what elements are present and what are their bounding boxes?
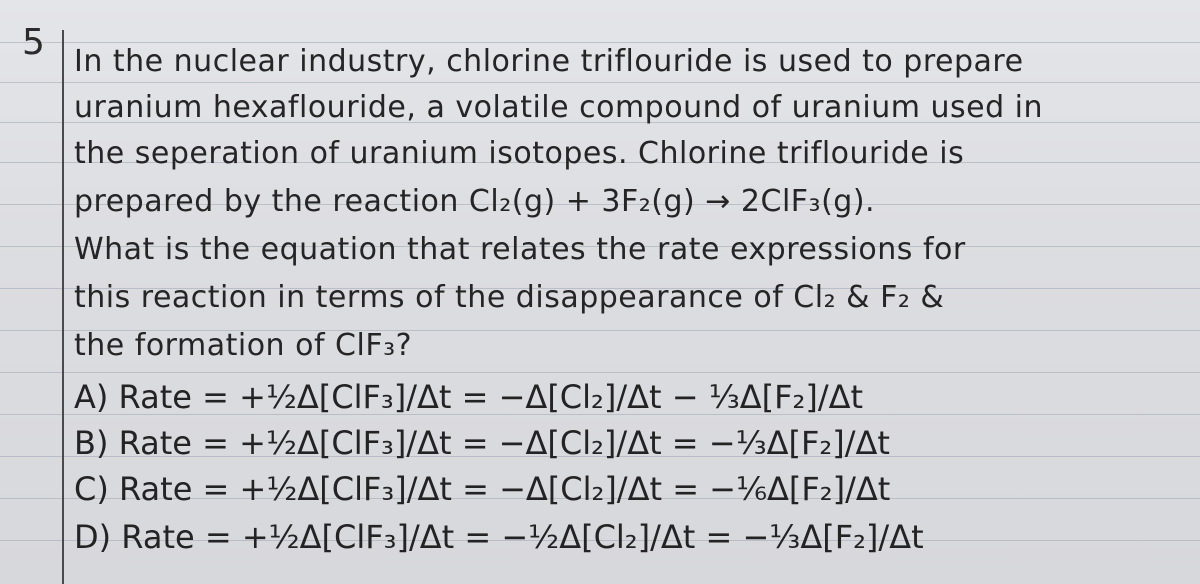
question-number: 5	[22, 22, 45, 63]
option-c: C) Rate = +½Δ[ClF₃]/Δt = −Δ[Cl₂]/Δt = −⅙Δ[F₂]/Δt	[74, 470, 891, 508]
option-b: B) Rate = +½Δ[ClF₃]/Δt = −Δ[Cl₂]/Δt = −⅓Δ[F₂]/Δt	[74, 424, 890, 462]
ruled-line	[0, 42, 1200, 43]
option-d: D) Rate = +½Δ[ClF₃]/Δt = −½Δ[Cl₂]/Δt = −⅓Δ[F₂]/Δt	[74, 518, 924, 556]
question-line-3: the seperation of uranium isotopes. Chlorine triflouride is	[74, 136, 965, 171]
option-a: A) Rate = +½Δ[ClF₃]/Δt = −Δ[Cl₂]/Δt − ⅓Δ[F₂]/Δt	[74, 378, 864, 416]
question-line-6: this reaction in terms of the disappearance of Cl₂ & F₂ &	[74, 280, 945, 315]
question-line-1: In the nuclear industry, chlorine triflouride is used to prepare	[74, 44, 1024, 79]
ruled-line	[0, 82, 1200, 83]
question-line-4: prepared by the reaction Cl₂(g) + 3F₂(g) → 2ClF₃(g).	[74, 184, 876, 219]
question-line-5: What is the equation that relates the rate expressions for	[74, 232, 966, 267]
question-line-7: the formation of ClF₃?	[74, 328, 413, 363]
question-line-2: uranium hexaflouride, a volatile compound of uranium used in	[74, 90, 1044, 125]
ruled-line	[0, 372, 1200, 373]
margin-line	[62, 30, 64, 584]
